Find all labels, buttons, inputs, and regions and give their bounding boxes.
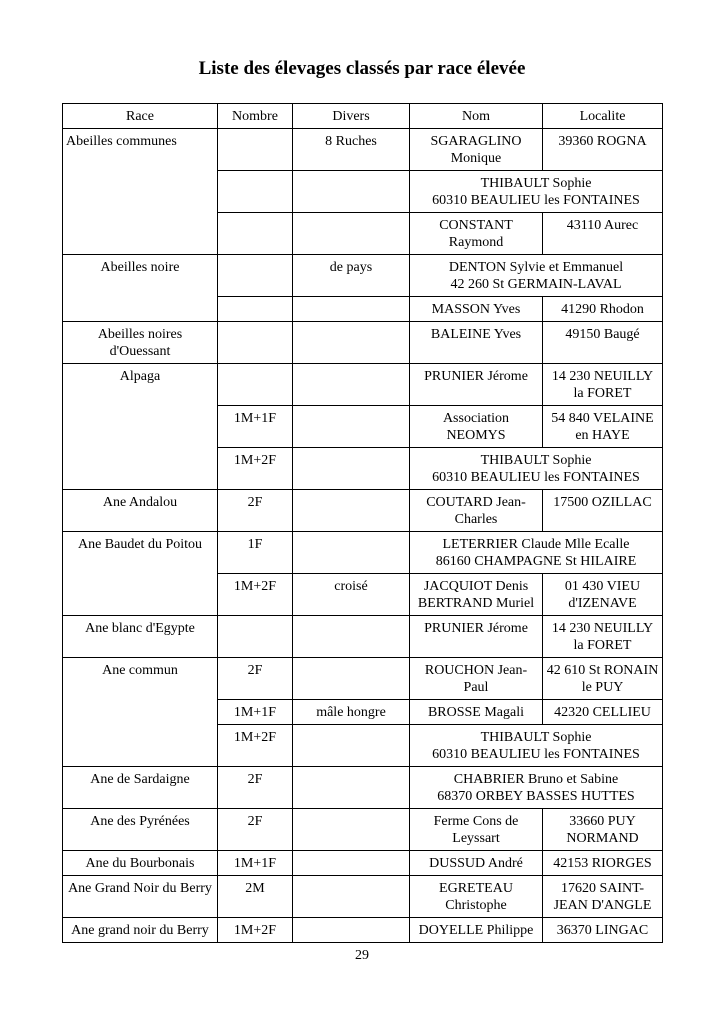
elevages-table <box>62 103 663 943</box>
cell-nombre: 2F <box>218 490 293 532</box>
cell-localite: 42320 CELLIEU <box>543 700 663 725</box>
cell-divers <box>293 658 410 700</box>
cell-nombre <box>218 297 293 322</box>
cell-localite: 36370 LINGAC <box>543 918 663 943</box>
cell-divers <box>293 406 410 448</box>
cell-nombre: 1F <box>218 532 293 574</box>
cell-divers <box>293 448 410 490</box>
cell-race: Ane commun <box>63 658 218 767</box>
cell-nombre: 1M+2F <box>218 918 293 943</box>
cell-race: Ane Grand Noir du Berry <box>63 876 218 918</box>
cell-nombre <box>218 255 293 297</box>
cell-nombre: 1M+1F <box>218 406 293 448</box>
cell-nombre: 2F <box>218 809 293 851</box>
table-row <box>63 809 663 851</box>
cell-nom: COUTARD Jean-Charles <box>410 490 543 532</box>
header-nom: Nom <box>410 104 543 129</box>
header-race: Race <box>63 104 218 129</box>
cell-divers <box>293 851 410 876</box>
cell-localite: 14 230 NEUILLY la FORET <box>543 364 663 406</box>
cell-divers <box>293 725 410 767</box>
table-header-row <box>63 104 663 129</box>
cell-divers <box>293 322 410 364</box>
cell-race: Ane des Pyrénées <box>63 809 218 851</box>
cell-nombre: 1M+1F <box>218 700 293 725</box>
table-row <box>63 129 663 171</box>
cell-nom: Association NEOMYS <box>410 406 543 448</box>
cell-localite: 41290 Rhodon <box>543 297 663 322</box>
cell-divers <box>293 364 410 406</box>
cell-nom: EGRETEAU Christophe <box>410 876 543 918</box>
cell-localite: 17500 OZILLAC <box>543 490 663 532</box>
cell-divers <box>293 767 410 809</box>
cell-nombre: 2F <box>218 658 293 700</box>
cell-nom-localite: THIBAULT Sophie 60310 BEAULIEU les FONTAINES <box>410 448 663 490</box>
cell-nom: PRUNIER Jérome <box>410 616 543 658</box>
cell-race: Abeilles noire <box>63 255 218 322</box>
cell-race: Ane blanc d'Egypte <box>63 616 218 658</box>
table-row <box>63 532 663 574</box>
cell-nombre <box>218 129 293 171</box>
cell-nom: DOYELLE Philippe <box>410 918 543 943</box>
cell-nom: Ferme Cons de Leyssart <box>410 809 543 851</box>
cell-divers <box>293 297 410 322</box>
cell-divers <box>293 171 410 213</box>
cell-race: Alpaga <box>63 364 218 490</box>
cell-nombre: 1M+2F <box>218 574 293 616</box>
cell-divers <box>293 918 410 943</box>
cell-divers <box>293 809 410 851</box>
cell-localite: 01 430 VIEU d'IZENAVE <box>543 574 663 616</box>
cell-nom-localite: LETERRIER Claude Mlle Ecalle 86160 CHAMPAGNE St HILAIRE <box>410 532 663 574</box>
page-title: Liste des élevages classés par race élevée <box>198 58 526 79</box>
cell-localite: 43110 Aurec <box>543 213 663 255</box>
cell-localite: 49150 Baugé <box>543 322 663 364</box>
cell-localite: 33660 PUY NORMAND <box>543 809 663 851</box>
table-row <box>63 616 663 658</box>
cell-nombre: 1M+2F <box>218 448 293 490</box>
cell-nombre: 2M <box>218 876 293 918</box>
cell-localite: 42 610 St RONAIN le PUY <box>543 658 663 700</box>
cell-localite: 42153 RIORGES <box>543 851 663 876</box>
cell-divers <box>293 616 410 658</box>
cell-nombre: 1M+2F <box>218 725 293 767</box>
cell-nombre: 2F <box>218 767 293 809</box>
cell-nombre <box>218 322 293 364</box>
cell-nombre <box>218 171 293 213</box>
table-row <box>63 851 663 876</box>
table-row <box>63 767 663 809</box>
table-row <box>63 876 663 918</box>
cell-nom: BALEINE Yves <box>410 322 543 364</box>
cell-divers: croisé <box>293 574 410 616</box>
cell-nombre <box>218 364 293 406</box>
table-row <box>63 322 663 364</box>
cell-nom: CONSTANT Raymond <box>410 213 543 255</box>
header-localite: Localite <box>543 104 663 129</box>
cell-nombre <box>218 213 293 255</box>
cell-localite: 14 230 NEUILLY la FORET <box>543 616 663 658</box>
cell-divers <box>293 532 410 574</box>
cell-nom-localite: THIBAULT Sophie 60310 BEAULIEU les FONTAINES <box>410 725 663 767</box>
cell-divers <box>293 876 410 918</box>
cell-nom-localite: CHABRIER Bruno et Sabine 68370 ORBEY BASSES HUTTES <box>410 767 663 809</box>
cell-divers <box>293 213 410 255</box>
cell-race: Ane Baudet du Poitou <box>63 532 218 616</box>
table-row <box>63 658 663 700</box>
header-divers: Divers <box>293 104 410 129</box>
table-body <box>63 129 663 943</box>
cell-divers: de pays <box>293 255 410 297</box>
cell-nom: BROSSE Magali <box>410 700 543 725</box>
cell-divers <box>293 490 410 532</box>
table-row <box>63 918 663 943</box>
cell-nom-localite: THIBAULT Sophie 60310 BEAULIEU les FONTAINES <box>410 171 663 213</box>
header-nombre: Nombre <box>218 104 293 129</box>
cell-race: Ane grand noir du Berry <box>63 918 218 943</box>
cell-race: Ane Andalou <box>63 490 218 532</box>
cell-localite: 39360 ROGNA <box>543 129 663 171</box>
cell-localite: 17620 SAINT-JEAN D'ANGLE <box>543 876 663 918</box>
cell-nom: ROUCHON Jean-Paul <box>410 658 543 700</box>
table-row <box>63 255 663 297</box>
cell-divers: mâle hongre <box>293 700 410 725</box>
cell-race: Abeilles communes <box>63 129 218 255</box>
cell-divers: 8 Ruches <box>293 129 410 171</box>
cell-nom: PRUNIER Jérome <box>410 364 543 406</box>
table-row <box>63 490 663 532</box>
cell-race: Abeilles noires d'Ouessant <box>63 322 218 364</box>
cell-nom: JACQUIOT Denis BERTRAND Muriel <box>410 574 543 616</box>
cell-nom: SGARAGLINO Monique <box>410 129 543 171</box>
cell-nombre <box>218 616 293 658</box>
table-row <box>63 364 663 406</box>
cell-race: Ane de Sardaigne <box>63 767 218 809</box>
cell-nombre: 1M+1F <box>218 851 293 876</box>
cell-localite: 54 840 VELAINE en HAYE <box>543 406 663 448</box>
cell-race: Ane du Bourbonais <box>63 851 218 876</box>
page-number: 29 <box>355 948 369 963</box>
cell-nom: DUSSUD André <box>410 851 543 876</box>
cell-nom: MASSON Yves <box>410 297 543 322</box>
cell-nom-localite: DENTON Sylvie et Emmanuel 42 260 St GERMAIN-LAVAL <box>410 255 663 297</box>
